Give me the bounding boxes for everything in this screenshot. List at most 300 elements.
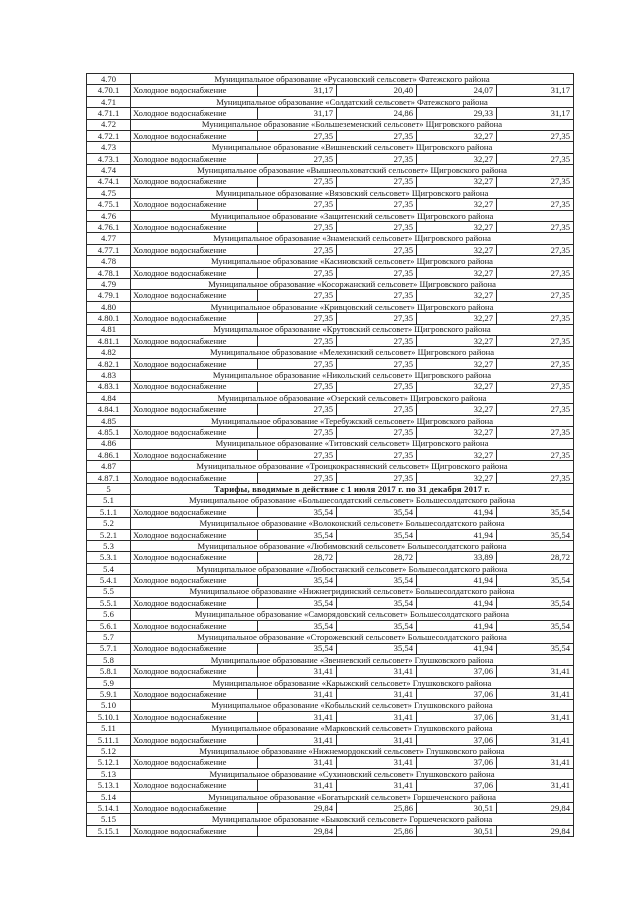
municipality-row xyxy=(87,654,574,665)
service-row xyxy=(87,404,574,415)
row-number: 4.73 xyxy=(87,142,131,153)
municipality-row xyxy=(87,700,574,711)
row-number: 5.2.1 xyxy=(87,529,131,540)
municipality-row xyxy=(87,586,574,597)
service-label: Холодное водоснабжение xyxy=(131,757,258,768)
service-label: Холодное водоснабжение xyxy=(131,85,258,96)
row-number: 5.4 xyxy=(87,563,131,574)
municipality-row xyxy=(87,814,574,825)
municipality-row xyxy=(87,279,574,290)
tariff-value-1: 27,35 xyxy=(258,381,337,392)
tariff-value-1: 27,35 xyxy=(258,176,337,187)
service-row xyxy=(87,597,574,608)
tariff-value-2: 31,41 xyxy=(337,689,417,700)
tariff-value-4: 27,35 xyxy=(497,404,574,415)
service-row xyxy=(87,734,574,745)
tariff-value-1: 27,35 xyxy=(258,404,337,415)
service-label: Холодное водоснабжение xyxy=(131,711,258,722)
municipality-row xyxy=(87,632,574,643)
service-label: Холодное водоснабжение xyxy=(131,244,258,255)
tariff-value-3: 41,94 xyxy=(417,575,497,586)
row-number: 4.82.1 xyxy=(87,358,131,369)
row-number: 4.75 xyxy=(87,187,131,198)
row-number: 5.13.1 xyxy=(87,780,131,791)
municipality-title: Муниципальное образование «Касиновский сельсовет» Щигровского района xyxy=(131,256,574,267)
row-number: 4.79.1 xyxy=(87,290,131,301)
tariff-value-4: 35,54 xyxy=(497,529,574,540)
row-number: 5.14 xyxy=(87,791,131,802)
municipality-row xyxy=(87,415,574,426)
row-number: 5.15.1 xyxy=(87,825,131,836)
row-number: 4.84 xyxy=(87,392,131,403)
tariff-value-2: 27,35 xyxy=(337,313,417,324)
municipality-title: Муниципальное образование «Озерский сельсовет» Щигровского района xyxy=(131,392,574,403)
section-title: Тарифы, вводимые в действие с 1 июля 2017 г. по 31 декабря 2017 г. xyxy=(131,484,574,495)
row-number: 4.86 xyxy=(87,438,131,449)
tariff-value-4: 27,35 xyxy=(497,358,574,369)
service-row xyxy=(87,620,574,631)
tariff-value-3: 24,07 xyxy=(417,85,497,96)
service-row xyxy=(87,290,574,301)
service-label: Холодное водоснабжение xyxy=(131,666,258,677)
row-number: 4.80.1 xyxy=(87,313,131,324)
row-number: 5.1.1 xyxy=(87,506,131,517)
tariff-value-1: 35,54 xyxy=(258,643,337,654)
row-number: 4.83.1 xyxy=(87,381,131,392)
service-label: Холодное водоснабжение xyxy=(131,427,258,438)
tariff-value-1: 35,54 xyxy=(258,506,337,517)
row-number: 5.4.1 xyxy=(87,575,131,586)
tariff-value-1: 35,54 xyxy=(258,529,337,540)
tariff-value-1: 27,35 xyxy=(258,427,337,438)
tariff-value-3: 37,06 xyxy=(417,734,497,745)
row-number: 4.79 xyxy=(87,279,131,290)
tariff-value-2: 27,35 xyxy=(337,427,417,438)
tariff-value-2: 27,35 xyxy=(337,335,417,346)
municipality-title: Муниципальное образование «Любимовский сельсовет» Большесолдатского района xyxy=(131,541,574,552)
row-number: 4.73.1 xyxy=(87,153,131,164)
municipality-title: Муниципальное образование «Кобыльский сельсовет» Глушковского района xyxy=(131,700,574,711)
tariff-value-1: 31,41 xyxy=(258,757,337,768)
service-row xyxy=(87,506,574,517)
row-number: 5.6 xyxy=(87,609,131,620)
row-number: 5 xyxy=(87,484,131,495)
tariff-value-3: 32,27 xyxy=(417,176,497,187)
tariff-value-3: 32,27 xyxy=(417,222,497,233)
tariff-value-4: 35,54 xyxy=(497,506,574,517)
tariff-value-4: 31,41 xyxy=(497,757,574,768)
tariff-value-1: 27,35 xyxy=(258,199,337,210)
tariff-value-4: 35,54 xyxy=(497,575,574,586)
tariff-value-4: 27,35 xyxy=(497,427,574,438)
tariff-value-4: 27,35 xyxy=(497,335,574,346)
tariff-value-3: 32,27 xyxy=(417,244,497,255)
row-number: 4.71 xyxy=(87,96,131,107)
tariff-value-2: 35,54 xyxy=(337,575,417,586)
row-number: 4.72.1 xyxy=(87,130,131,141)
municipality-title: Муниципальное образование «Титовский сельсовет» Щигровского района xyxy=(131,438,574,449)
row-number: 5.9.1 xyxy=(87,689,131,700)
row-number: 4.77.1 xyxy=(87,244,131,255)
tariff-value-4: 31,41 xyxy=(497,689,574,700)
municipality-row xyxy=(87,74,574,85)
municipality-title: Муниципальное образование «Марковский сельсовет» Глушковского района xyxy=(131,723,574,734)
tariff-value-4: 27,35 xyxy=(497,153,574,164)
tariff-value-4: 31,17 xyxy=(497,108,574,119)
tariff-value-2: 35,54 xyxy=(337,643,417,654)
tariff-value-1: 27,35 xyxy=(258,472,337,483)
row-number: 4.85 xyxy=(87,415,131,426)
tariff-value-3: 32,27 xyxy=(417,449,497,460)
service-label: Холодное водоснабжение xyxy=(131,335,258,346)
service-row xyxy=(87,757,574,768)
service-label: Холодное водоснабжение xyxy=(131,222,258,233)
tariff-value-3: 37,06 xyxy=(417,689,497,700)
tariff-value-2: 31,41 xyxy=(337,666,417,677)
municipality-row xyxy=(87,96,574,107)
tariff-value-3: 30,51 xyxy=(417,825,497,836)
municipality-title: Муниципальное образование «Мелехинский сельсовет» Щигровского района xyxy=(131,347,574,358)
tariff-value-2: 27,35 xyxy=(337,358,417,369)
tariff-value-2: 28,72 xyxy=(337,552,417,563)
municipality-row xyxy=(87,768,574,779)
municipality-title: Муниципальное образование «Никольский сельсовет» Щигровского района xyxy=(131,370,574,381)
tariff-value-1: 31,41 xyxy=(258,711,337,722)
row-number: 4.74.1 xyxy=(87,176,131,187)
service-row xyxy=(87,711,574,722)
tariff-value-3: 41,94 xyxy=(417,506,497,517)
tariff-value-4: 35,54 xyxy=(497,643,574,654)
service-label: Холодное водоснабжение xyxy=(131,552,258,563)
municipality-row xyxy=(87,187,574,198)
row-number: 4.71.1 xyxy=(87,108,131,119)
tariff-value-4: 27,35 xyxy=(497,290,574,301)
municipality-row xyxy=(87,324,574,335)
service-label: Холодное водоснабжение xyxy=(131,199,258,210)
service-row xyxy=(87,449,574,460)
service-label: Холодное водоснабжение xyxy=(131,506,258,517)
municipality-title: Муниципальное образование «Русановский сельсовет» Фатежского района xyxy=(131,74,574,85)
service-row xyxy=(87,108,574,119)
row-number: 5.3 xyxy=(87,541,131,552)
row-number: 5.3.1 xyxy=(87,552,131,563)
service-label: Холодное водоснабжение xyxy=(131,176,258,187)
municipality-title: Муниципальное образование «Вышнеольховатский сельсовет» Щигровского района xyxy=(131,165,574,176)
tariff-value-4: 31,17 xyxy=(497,85,574,96)
tariff-value-4: 31,41 xyxy=(497,780,574,791)
tariff-value-3: 37,06 xyxy=(417,666,497,677)
tariff-value-2: 27,35 xyxy=(337,199,417,210)
row-number: 5.10 xyxy=(87,700,131,711)
row-number: 4.82 xyxy=(87,347,131,358)
service-label: Холодное водоснабжение xyxy=(131,153,258,164)
row-number: 5.9 xyxy=(87,677,131,688)
row-number: 4.74 xyxy=(87,165,131,176)
row-number: 5.7.1 xyxy=(87,643,131,654)
row-number: 4.87 xyxy=(87,461,131,472)
tariff-value-3: 41,94 xyxy=(417,643,497,654)
row-number: 4.72 xyxy=(87,119,131,130)
service-row xyxy=(87,825,574,836)
tariff-value-3: 33,89 xyxy=(417,552,497,563)
tariff-value-2: 27,35 xyxy=(337,244,417,255)
service-label: Холодное водоснабжение xyxy=(131,825,258,836)
municipality-title: Муниципальное образование «Нижнемордокский сельсовет» Глушковского района xyxy=(131,746,574,757)
municipality-row xyxy=(87,233,574,244)
tariff-value-3: 32,27 xyxy=(417,472,497,483)
tariff-value-3: 37,06 xyxy=(417,780,497,791)
municipality-row xyxy=(87,256,574,267)
municipality-title: Муниципальное образование «Богатырский сельсовет» Горшеченского района xyxy=(131,791,574,802)
row-number: 4.86.1 xyxy=(87,449,131,460)
municipality-title: Муниципальное образование «Карыжский сельсовет» Глушковского района xyxy=(131,677,574,688)
tariff-value-4: 27,35 xyxy=(497,130,574,141)
tariff-value-4: 31,41 xyxy=(497,666,574,677)
service-row xyxy=(87,575,574,586)
service-row xyxy=(87,666,574,677)
row-number: 5.14.1 xyxy=(87,803,131,814)
service-row xyxy=(87,381,574,392)
tariff-value-3: 32,27 xyxy=(417,267,497,278)
tariff-value-1: 28,72 xyxy=(258,552,337,563)
tariff-value-4: 27,35 xyxy=(497,222,574,233)
municipality-row xyxy=(87,609,574,620)
municipality-row xyxy=(87,347,574,358)
tariff-value-1: 27,35 xyxy=(258,358,337,369)
row-number: 5.12.1 xyxy=(87,757,131,768)
service-label: Холодное водоснабжение xyxy=(131,313,258,324)
tariff-value-2: 27,35 xyxy=(337,290,417,301)
service-label: Холодное водоснабжение xyxy=(131,643,258,654)
service-row xyxy=(87,529,574,540)
tariff-value-4: 27,35 xyxy=(497,176,574,187)
tariff-value-1: 31,17 xyxy=(258,85,337,96)
tariff-value-4: 35,54 xyxy=(497,597,574,608)
tariff-value-4: 27,35 xyxy=(497,267,574,278)
tariff-value-4: 27,35 xyxy=(497,381,574,392)
tariff-value-2: 20,40 xyxy=(337,85,417,96)
tariff-value-3: 41,94 xyxy=(417,620,497,631)
service-row xyxy=(87,803,574,814)
service-row xyxy=(87,130,574,141)
municipality-title: Муниципальное образование «Любостанский сельсовет» Большесолдатского района xyxy=(131,563,574,574)
service-row xyxy=(87,689,574,700)
service-label: Холодное водоснабжение xyxy=(131,472,258,483)
row-number: 4.76.1 xyxy=(87,222,131,233)
municipality-row xyxy=(87,119,574,130)
tariff-value-3: 32,27 xyxy=(417,335,497,346)
service-row xyxy=(87,85,574,96)
service-label: Холодное водоснабжение xyxy=(131,734,258,745)
service-label: Холодное водоснабжение xyxy=(131,404,258,415)
tariff-value-1: 27,35 xyxy=(258,449,337,460)
tariff-value-2: 27,35 xyxy=(337,153,417,164)
service-row xyxy=(87,176,574,187)
tariff-value-4: 27,35 xyxy=(497,244,574,255)
tariff-value-2: 35,54 xyxy=(337,597,417,608)
tariff-value-2: 27,35 xyxy=(337,404,417,415)
tariff-value-1: 29,84 xyxy=(258,803,337,814)
row-number: 5.10.1 xyxy=(87,711,131,722)
municipality-row xyxy=(87,791,574,802)
service-label: Холодное водоснабжение xyxy=(131,108,258,119)
tariff-value-2: 25,86 xyxy=(337,803,417,814)
municipality-title: Муниципальное образование «Кривцовский сельсовет» Щигровского района xyxy=(131,301,574,312)
municipality-title: Муниципальное образование «Защитенский сельсовет» Щигровского района xyxy=(131,210,574,221)
tariff-value-2: 31,41 xyxy=(337,780,417,791)
row-number: 4.83 xyxy=(87,370,131,381)
service-row xyxy=(87,427,574,438)
municipality-title: Муниципальное образование «Волоконский сельсовет» Большесолдатского района xyxy=(131,518,574,529)
tariff-value-3: 32,27 xyxy=(417,199,497,210)
tariff-value-1: 27,35 xyxy=(258,130,337,141)
tariff-value-2: 27,35 xyxy=(337,222,417,233)
municipality-title: Муниципальное образование «Большесолдатский сельсовет» Большесолдатского района xyxy=(131,495,574,506)
municipality-title: Муниципальное образование «Быковский сельсовет» Горшеченского района xyxy=(131,814,574,825)
row-number: 5.8 xyxy=(87,654,131,665)
municipality-row xyxy=(87,746,574,757)
tariff-value-1: 27,35 xyxy=(258,290,337,301)
tariff-value-2: 27,35 xyxy=(337,381,417,392)
tariff-value-2: 31,41 xyxy=(337,711,417,722)
tariff-value-4: 27,35 xyxy=(497,199,574,210)
tariff-value-3: 32,27 xyxy=(417,427,497,438)
service-label: Холодное водоснабжение xyxy=(131,780,258,791)
tariff-value-2: 27,35 xyxy=(337,176,417,187)
tariff-value-1: 27,35 xyxy=(258,313,337,324)
tariff-value-2: 35,54 xyxy=(337,620,417,631)
municipality-title: Муниципальное образование «Нижнегридинский сельсовет» Большесолдатского района xyxy=(131,586,574,597)
tariff-value-4: 29,84 xyxy=(497,825,574,836)
service-label: Холодное водоснабжение xyxy=(131,290,258,301)
service-label: Холодное водоснабжение xyxy=(131,597,258,608)
service-label: Холодное водоснабжение xyxy=(131,620,258,631)
municipality-title: Муниципальное образование «Троицкокраснянский сельсовет» Щигровского района xyxy=(131,461,574,472)
tariff-value-1: 31,41 xyxy=(258,780,337,791)
service-row xyxy=(87,780,574,791)
service-row xyxy=(87,472,574,483)
tariff-value-4: 27,35 xyxy=(497,313,574,324)
tariff-value-2: 31,41 xyxy=(337,757,417,768)
tariff-value-1: 27,35 xyxy=(258,267,337,278)
service-row xyxy=(87,244,574,255)
row-number: 5.2 xyxy=(87,518,131,529)
municipality-title: Муниципальное образование «Солдатский сельсовет» Фатежского района xyxy=(131,96,574,107)
municipality-title: Муниципальное образование «Крутовский сельсовет» Щигровского района xyxy=(131,324,574,335)
row-number: 5.6.1 xyxy=(87,620,131,631)
tariff-value-2: 25,86 xyxy=(337,825,417,836)
service-label: Холодное водоснабжение xyxy=(131,130,258,141)
service-row xyxy=(87,358,574,369)
row-number: 5.5 xyxy=(87,586,131,597)
row-number: 5.15 xyxy=(87,814,131,825)
row-number: 4.87.1 xyxy=(87,472,131,483)
service-row xyxy=(87,222,574,233)
tariff-value-3: 41,94 xyxy=(417,529,497,540)
row-number: 4.75.1 xyxy=(87,199,131,210)
row-number: 4.81.1 xyxy=(87,335,131,346)
tariff-value-3: 30,51 xyxy=(417,803,497,814)
row-number: 4.84.1 xyxy=(87,404,131,415)
tariff-value-2: 31,41 xyxy=(337,734,417,745)
municipality-row xyxy=(87,165,574,176)
tariff-value-3: 32,27 xyxy=(417,153,497,164)
municipality-row xyxy=(87,461,574,472)
municipality-row xyxy=(87,495,574,506)
service-row xyxy=(87,643,574,654)
row-number: 5.7 xyxy=(87,632,131,643)
tariff-value-3: 32,27 xyxy=(417,404,497,415)
service-label: Холодное водоснабжение xyxy=(131,689,258,700)
row-number: 4.85.1 xyxy=(87,427,131,438)
tariff-value-4: 31,41 xyxy=(497,734,574,745)
service-row xyxy=(87,313,574,324)
municipality-title: Муниципальное образование «Сторожевский сельсовет» Большесолдатского района xyxy=(131,632,574,643)
municipality-title: Муниципальное образование «Теребужский сельсовет» Щигровского района xyxy=(131,415,574,426)
service-label: Холодное водоснабжение xyxy=(131,529,258,540)
row-number: 5.1 xyxy=(87,495,131,506)
row-number: 5.12 xyxy=(87,746,131,757)
tariff-value-1: 31,41 xyxy=(258,689,337,700)
row-number: 4.81 xyxy=(87,324,131,335)
tariff-value-4: 31,41 xyxy=(497,711,574,722)
service-label: Холодное водоснабжение xyxy=(131,381,258,392)
row-number: 5.5.1 xyxy=(87,597,131,608)
tariff-value-1: 27,35 xyxy=(258,153,337,164)
municipality-row xyxy=(87,392,574,403)
tariff-value-2: 35,54 xyxy=(337,506,417,517)
row-number: 4.76 xyxy=(87,210,131,221)
municipality-row xyxy=(87,723,574,734)
municipality-title: Муниципальное образование «Знаменский сельсовет» Щигровского района xyxy=(131,233,574,244)
section-header-row xyxy=(87,484,574,495)
municipality-title: Муниципальное образование «Вишневский сельсовет» Щигровского района xyxy=(131,142,574,153)
municipality-row xyxy=(87,301,574,312)
service-row xyxy=(87,153,574,164)
row-number: 4.78 xyxy=(87,256,131,267)
service-label: Холодное водоснабжение xyxy=(131,267,258,278)
row-number: 4.70.1 xyxy=(87,85,131,96)
municipality-title: Муниципальное образование «Звенневский сельсовет» Глушковского района xyxy=(131,654,574,665)
municipality-row xyxy=(87,541,574,552)
tariff-value-3: 37,06 xyxy=(417,711,497,722)
row-number: 4.77 xyxy=(87,233,131,244)
tariff-value-3: 32,27 xyxy=(417,313,497,324)
service-row xyxy=(87,335,574,346)
service-label: Холодное водоснабжение xyxy=(131,449,258,460)
row-number: 4.80 xyxy=(87,301,131,312)
tariff-value-1: 35,54 xyxy=(258,575,337,586)
tariff-value-4: 27,35 xyxy=(497,472,574,483)
tariff-value-3: 37,06 xyxy=(417,757,497,768)
row-number: 4.70 xyxy=(87,74,131,85)
municipality-title: Муниципальное образование «Большеземенский сельсовет» Щигровского района xyxy=(131,119,574,130)
tariff-value-2: 24,86 xyxy=(337,108,417,119)
tariff-value-1: 31,17 xyxy=(258,108,337,119)
municipality-row xyxy=(87,142,574,153)
tariff-value-2: 27,35 xyxy=(337,472,417,483)
row-number: 5.13 xyxy=(87,768,131,779)
tariff-value-4: 35,54 xyxy=(497,620,574,631)
tariff-value-3: 32,27 xyxy=(417,130,497,141)
tariff-value-2: 27,35 xyxy=(337,130,417,141)
tariff-value-2: 35,54 xyxy=(337,529,417,540)
municipality-row xyxy=(87,370,574,381)
tariff-value-1: 31,41 xyxy=(258,666,337,677)
service-label: Холодное водоснабжение xyxy=(131,358,258,369)
municipality-title: Муниципальное образование «Сухиновский сельсовет» Глушковского района xyxy=(131,768,574,779)
row-number: 5.11 xyxy=(87,723,131,734)
